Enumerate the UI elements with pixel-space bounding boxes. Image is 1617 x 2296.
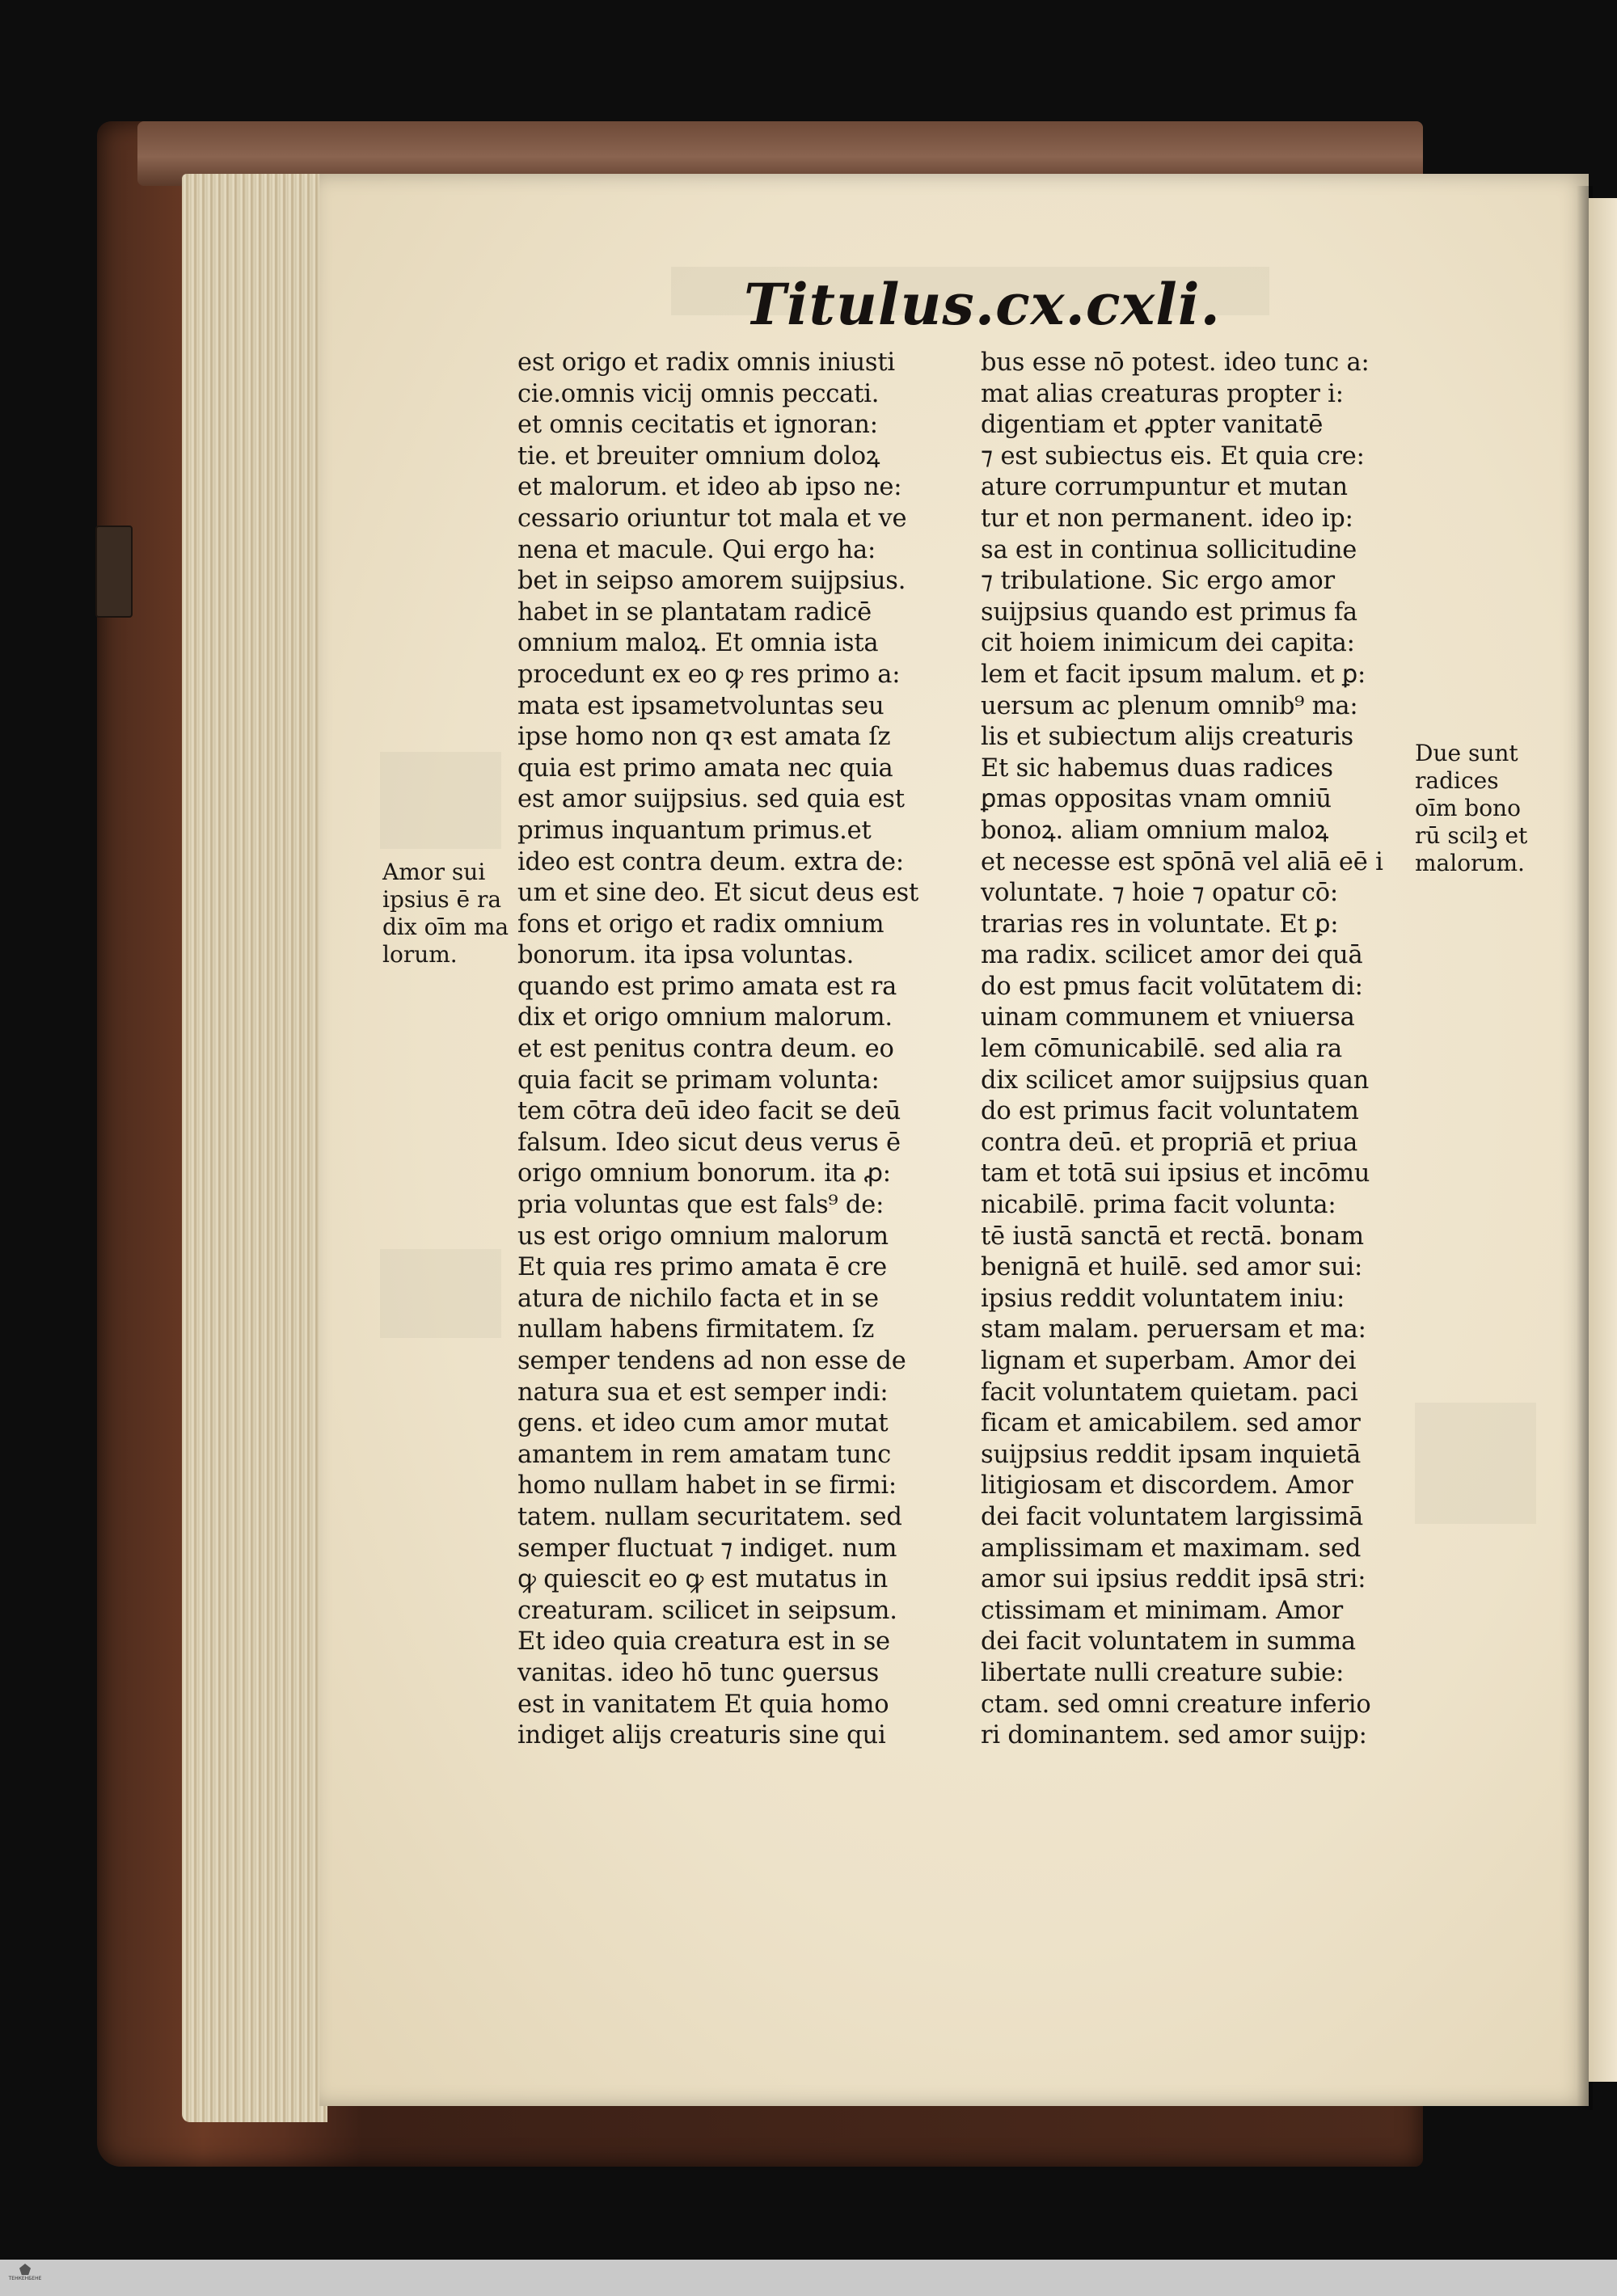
text-line: cie.omnis vicij omnis peccati. [517,379,880,408]
margin-note-line: Due sunt [1415,740,1518,766]
text-line: est origo et radix omnis iniusti [517,348,895,377]
text-line: est in vanitatem Et quia homo [517,1690,889,1719]
text-line: habet in se plantatam radicē [517,597,872,627]
bleed-through-note-left-2 [380,1249,501,1338]
text-line: ꝙ quiescit eo ꝙ est mutatus in [517,1565,889,1594]
text-line: suijpsius reddit ipsam inquietā [981,1440,1362,1469]
text-line: tur et non permanent. ideo ip: [981,504,1353,533]
text-line: ⁊ tribulatione. Sic ergo amor [981,567,1335,596]
text-line: tam et totā sui ipsius et incōmu [981,1159,1370,1188]
text-line: trarias res in voluntate. Et ꝑ: [981,910,1339,939]
text-line: Et quia res primo amata ē cre [517,1253,887,1282]
text-line: ideo est contra deum. extra de: [517,847,904,876]
text-line: cessario oriuntur tot mala et ve [517,504,907,533]
text-line: amplissimam et maximam. sed [981,1534,1362,1563]
text-line: dix scilicet amor suijpsius quan [981,1066,1370,1095]
margin-note-line: radices [1415,767,1499,794]
margin-note-line: lorum. [382,941,458,968]
book-clasp [95,525,133,618]
text-line: uersum ac plenum omnib⁹ ma: [981,691,1358,720]
text-line: creaturam. scilicet in seipsum. [517,1596,897,1625]
text-line: ctam. sed omni creature inferio [981,1690,1371,1719]
text-line: ipsius reddit voluntatem iniu: [981,1284,1345,1313]
text-line: et necesse est spōnā vel aliā eē i [981,847,1383,876]
text-line: lignam et superbam. Amor dei [981,1347,1357,1375]
text-line: est amor suijpsius. sed quia est [517,785,905,814]
text-line: bus esse nō potest. ideo tunc a: [981,348,1370,377]
text-line: tie. et breuiter omnium doloꝝ [517,441,880,471]
text-line: ctissimam et minimam. Amor [981,1596,1344,1625]
text-line: semper tendens ad non esse de [517,1347,906,1375]
text-line: um et sine deo. Et sicut deus est [517,879,919,908]
text-line: nicabilē. prima facit volunta: [981,1191,1336,1220]
text-line: nullam habens firmitatem. ſz [517,1315,875,1344]
text-line: stam malam. peruersam et ma: [981,1315,1366,1344]
library-logo [5,2264,45,2293]
text-line: digentiam et ꝓpter vanitatē [981,411,1324,440]
text-line: bet in seipso amorem suijpsius. [517,567,906,596]
text-line: tem cōtra deū ideo facit se deū [517,1097,901,1126]
text-line: dei facit voluntatem largissimā [981,1502,1364,1531]
margin-note-line: dix oīm ma [382,914,509,940]
text-line: amantem in rem amatam tunc [517,1440,891,1469]
text-line: et malorum. et ideo ab ipso ne: [517,473,902,502]
text-line: ri dominantem. sed amor suijp: [981,1721,1367,1750]
margin-note-line: oīm bono [1415,795,1521,821]
margin-note-line: malorum. [1415,850,1525,876]
text-column-left [517,348,970,1752]
text-line: indiget alijs creaturis sine qui [517,1721,886,1750]
text-line: homo nullam habet in se firmi: [517,1471,897,1500]
text-line: dix et origo omnium malorum. [517,1003,893,1032]
text-line: Et ideo quia creatura est in se [517,1627,890,1657]
library-logo-icon [19,2264,31,2275]
text-line: ipse homo non qꝛ est amata ſz [517,723,891,752]
text-line: omnium maloꝝ. Et omnia ista [517,629,879,658]
facing-page-edge [1589,198,1617,2082]
page-stack-edges [182,174,327,2122]
text-line: natura sua et est semper indi: [517,1378,889,1407]
viewer-footer-bar [0,2260,1617,2296]
text-line: libertate nulli creature subie: [981,1658,1345,1687]
text-line: et est penitus contra deum. eo [517,1035,894,1064]
text-line: procedunt ex eo ꝙ res primo a: [517,660,901,689]
text-line: et omnis cecitatis et ignoran: [517,411,878,440]
text-line: litigiosam et discordem. Amor [981,1471,1353,1500]
text-line: bonoꝝ. aliam omnium maloꝝ [981,816,1329,845]
bleed-through-note-left [380,752,501,849]
text-line: do est pmus facit volūtatem di: [981,972,1363,1001]
text-line: dei facit voluntatem in summa [981,1627,1356,1657]
text-line: primus inquantum primus.et [517,816,872,845]
text-line: lis et subiectum alijs creaturis [981,723,1353,752]
text-line: benignā et huilē. sed amor sui: [981,1253,1363,1282]
text-line: amor sui ipsius reddit ipsā stri: [981,1565,1366,1594]
text-line: nena et macule. Qui ergo ha: [517,535,876,564]
text-line: us est origo omnium malorum [517,1222,889,1251]
text-line: voluntate. ⁊ hoie ⁊ opatur cō: [981,879,1338,908]
text-line: sa est in continua sollicitudine [981,535,1357,564]
text-line: falsum. Ideo sicut deus verus ē [517,1128,901,1157]
text-line: quia est primo amata nec quia [517,753,893,783]
margin-note-left [382,859,520,969]
text-line: contra deū. et propriā et priua [981,1128,1358,1157]
text-line: origo omnium bonorum. ita ꝓ: [517,1159,891,1188]
margin-note-line: Amor sui [382,859,486,885]
text-line: vanitas. ideo hō tunc ꝯuersus [517,1658,880,1687]
text-line: cit hoiem inimicum dei capita: [981,629,1355,658]
text-line: ficam et amicabilem. sed amor [981,1409,1361,1438]
text-line: lem et facit ipsum malum. et ꝑ: [981,660,1366,689]
text-line: lem cōmunicabilē. sed alia ra [981,1035,1343,1064]
text-line: ma radix. scilicet amor dei quā [981,941,1363,970]
text-line: fons et origo et radix omnium [517,910,884,939]
text-line: uinam communem et vniuersa [981,1003,1355,1032]
text-line: semper fluctuat ⁊ indiget. num [517,1534,897,1563]
text-line: tatem. nullam securitatem. sed [517,1502,902,1531]
text-line: pria voluntas que est fals⁹ de: [517,1191,884,1220]
text-line: do est primus facit voluntatem [981,1097,1359,1126]
margin-note-line: rū scilꝫ et [1415,822,1528,849]
text-line: bonorum. ita ipsa voluntas. [517,941,855,970]
text-line: ⁊ est subiectus eis. Et quia cre: [981,441,1365,471]
text-line: facit voluntatem quietam. paci [981,1378,1358,1407]
text-line: tē iustā sanctā et rectā. bonam [981,1222,1364,1251]
running-title: Titulus.cx.cxli. [744,271,1221,338]
text-line: ature corrumpuntur et mutan [981,473,1348,502]
text-line: mat alias creaturas propter i: [981,379,1344,408]
text-line: ꝑmas oppositas vnam omniū [981,785,1332,814]
text-line: Et sic habemus duas radices [981,753,1333,783]
library-logo-text: ТЕНКЕНБЕНЕ [8,2276,42,2281]
text-line: suijpsius quando est primus fa [981,597,1357,627]
margin-note-right [1415,740,1544,877]
text-line: quando est primo amata est ra [517,972,897,1001]
text-line: mata est ipsametvoluntas seu [517,691,884,720]
margin-note-line: ipsius ē ra [382,886,502,913]
text-line: quia facit se primam volunta: [517,1066,880,1095]
text-column-right [981,348,1433,1752]
text-line: gens. et ideo cum amor mutat [517,1409,889,1438]
text-line: atura de nichilo facta et in se [517,1284,879,1313]
